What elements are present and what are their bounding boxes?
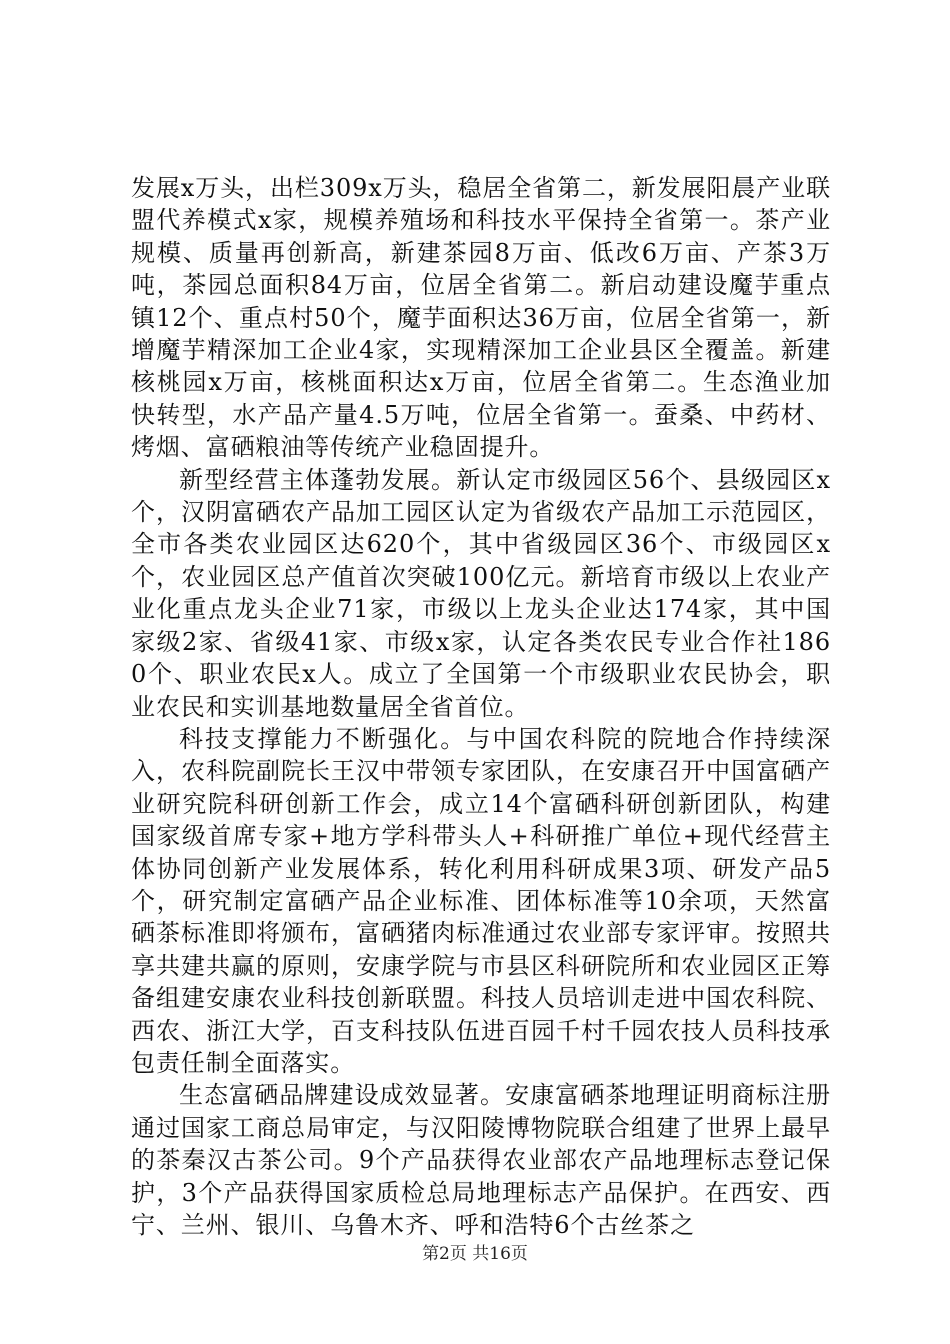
paragraph-new-business-entities: 新型经营主体蓬勃发展。新认定市级园区56个、县级园区x个，汉阴富硒农产品加工园区认定为省级农产品加工示范园区，全市各类农业园区达620个，其中省级园区36个、市级园区x个，农业园区总产值首次突破100亿元。新培育市级以上农业产业化重点龙头企业71家，市级以上龙头企业达174家，其中国家级2家、省级41家、市级x家，认定各类农民专业合作社1860个、职业农民x人。成立了全国第一个市级职业农民协会，职业农民和实训基地数量居全省首位。 bbox=[131, 465, 831, 721]
page-number-footer: 第2页 共16页 bbox=[422, 1244, 528, 1264]
document-body bbox=[131, 172, 831, 1241]
paragraph-livestock-tea-konjac: 发展x万头，出栏309x万头，稳居全省第二，新发展阳晨产业联盟代养模式x家，规模养殖场和科技水平保持全省第一。茶产业规模、质量再创新高，新建茶园8万亩、低改6万亩、产茶3万吨，茶园总面积84万亩，位居全省第二。新启动建设魔芋重点镇12个、重点村50个，魔芋面积达36万亩，位居全省第一，新增魔芋精深加工企业4家，实现精深加工企业县区全覆盖。新建核桃园x万亩，核桃面积达x万亩，位居全省第二。生态渔业加快转型，水产品产量4.5万吨，位居全省第一。蚕桑、中药材、烤烟、富硒粮油等传统产业稳固提升。 bbox=[131, 174, 831, 462]
paragraph-selenium-brand: 生态富硒品牌建设成效显著。安康富硒茶地理证明商标注册通过国家工商总局审定，与汉阳陵博物院联合组建了世界上最早的茶秦汉古茶公司。9个产品获得农业部农产品地理标志登记保护，3个产品获得国家质检总局地理标志产品保护。在西安、西宁、兰州、银川、乌鲁木齐、呼和浩特6个古丝茶之 bbox=[131, 1081, 831, 1239]
paragraph-science-support: 科技支撑能力不断强化。与中国农科院的院地合作持续深入，农科院副院长王汉中带领专家团队，在安康召开中国富硒产业研究院科研创新工作会，成立14个富硒科研创新团队，构建国家级首席专家+地方学科带头人+科研推广单位+现代经营主体协同创新产业发展体系，转化利用科研成果3项、研发产品5个，研究制定富硒产品企业标准、团体标准等10余项，天然富硒茶标准即将颁布，富硒猪肉标准通过农业部专家评审。按照共享共建共赢的原则，安康学院与市县区科研院所和农业园区正筹备组建安康农业科技创新联盟。科技人员培训走进中国农科院、西农、浙江大学，百支科技队伍进百园千村千园农技人员科技承包责任制全面落实。 bbox=[131, 724, 831, 1077]
